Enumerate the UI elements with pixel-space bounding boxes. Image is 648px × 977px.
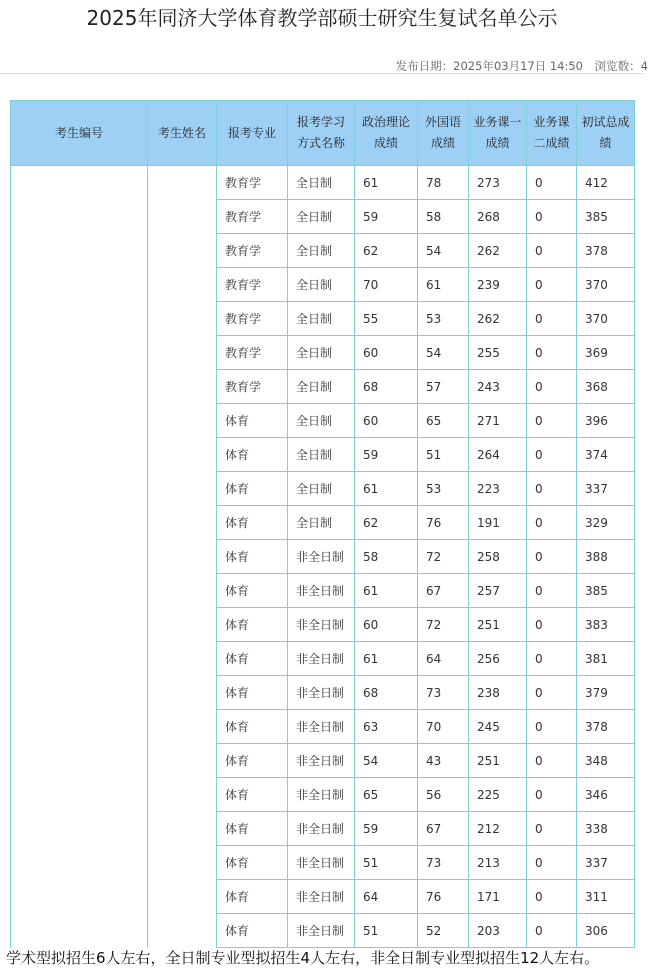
table-cell: 59: [355, 812, 418, 846]
table-cell: [148, 778, 217, 812]
table-cell: [148, 438, 217, 472]
table-cell: [148, 914, 217, 948]
table-cell: 346: [577, 778, 635, 812]
table-cell: 329: [577, 506, 635, 540]
table-body: [11, 166, 635, 948]
table-cell: 体育: [217, 540, 288, 574]
table-cell: [11, 846, 148, 880]
table-cell: 379: [577, 676, 635, 710]
table-cell: 374: [577, 438, 635, 472]
table-cell: 0: [527, 302, 577, 336]
table-row: [11, 880, 635, 914]
table-cell: [148, 336, 217, 370]
table-cell: [11, 880, 148, 914]
table-cell: 54: [355, 744, 418, 778]
table-cell: 396: [577, 404, 635, 438]
article-meta: [388, 58, 648, 74]
table-cell: 0: [527, 540, 577, 574]
table-cell: 全日制: [288, 234, 355, 268]
table-row: [11, 710, 635, 744]
table-cell: 0: [527, 676, 577, 710]
table-cell: 非全日制: [288, 914, 355, 948]
table-cell: 381: [577, 642, 635, 676]
views-count: 4: [640, 59, 648, 73]
table-cell: [148, 200, 217, 234]
table-cell: [11, 914, 148, 948]
table-cell: [148, 506, 217, 540]
table-cell: [148, 744, 217, 778]
table-cell: 非全日制: [288, 540, 355, 574]
table-row: [11, 506, 635, 540]
table-row: [11, 642, 635, 676]
table-row: [11, 234, 635, 268]
table-cell: 体育: [217, 778, 288, 812]
table-cell: [148, 370, 217, 404]
table-cell: 239: [469, 268, 527, 302]
table-cell: 255: [469, 336, 527, 370]
table-cell: 306: [577, 914, 635, 948]
table-cell: [148, 812, 217, 846]
table-cell: 369: [577, 336, 635, 370]
table-cell: 全日制: [288, 404, 355, 438]
column-header: 报考学习方式名称: [288, 101, 355, 166]
table-cell: [148, 880, 217, 914]
publish-date-label: 发布日期：: [395, 59, 454, 73]
table-row: [11, 302, 635, 336]
table-cell: 385: [577, 200, 635, 234]
table-row: [11, 574, 635, 608]
table-cell: 70: [355, 268, 418, 302]
table-cell: 非全日制: [288, 846, 355, 880]
table-cell: 体育: [217, 744, 288, 778]
table-cell: [11, 234, 148, 268]
table-cell: 191: [469, 506, 527, 540]
table-cell: 271: [469, 404, 527, 438]
table-cell: 68: [355, 676, 418, 710]
column-header: 考生编号: [11, 101, 148, 166]
table-cell: 383: [577, 608, 635, 642]
table-cell: 0: [527, 812, 577, 846]
table-cell: 370: [577, 302, 635, 336]
table-cell: 全日制: [288, 438, 355, 472]
table-cell: 体育: [217, 914, 288, 948]
table-cell: [11, 710, 148, 744]
table-cell: 337: [577, 472, 635, 506]
table-cell: 64: [355, 880, 418, 914]
table-cell: 非全日制: [288, 812, 355, 846]
table-cell: 体育: [217, 812, 288, 846]
table-cell: 体育: [217, 608, 288, 642]
table-cell: 54: [418, 336, 469, 370]
table-cell: 73: [418, 676, 469, 710]
publish-date: 2025年03月17日 14:50: [453, 59, 584, 73]
table-cell: 0: [527, 642, 577, 676]
table-cell: [11, 404, 148, 438]
table-cell: 348: [577, 744, 635, 778]
table-cell: [148, 574, 217, 608]
table-cell: 337: [577, 846, 635, 880]
column-header: 政治理论成绩: [355, 101, 418, 166]
table-cell: 全日制: [288, 370, 355, 404]
column-header: 业务课二成绩: [527, 101, 577, 166]
table-cell: 61: [355, 166, 418, 200]
table-cell: 教育学: [217, 234, 288, 268]
table-cell: 非全日制: [288, 676, 355, 710]
table-cell: 264: [469, 438, 527, 472]
table-cell: [148, 676, 217, 710]
table-cell: 338: [577, 812, 635, 846]
table-header-row: [11, 101, 635, 166]
table-cell: 教育学: [217, 166, 288, 200]
table-cell: [148, 642, 217, 676]
table-cell: 0: [527, 914, 577, 948]
table-cell: 0: [527, 574, 577, 608]
table-cell: 体育: [217, 642, 288, 676]
table-row: [11, 676, 635, 710]
table-cell: 60: [355, 336, 418, 370]
column-header: 业务课一成绩: [469, 101, 527, 166]
table-cell: 0: [527, 846, 577, 880]
table-cell: 全日制: [288, 336, 355, 370]
table-row: [11, 540, 635, 574]
table-cell: 62: [355, 234, 418, 268]
table-cell: 0: [527, 234, 577, 268]
table-cell: 61: [355, 574, 418, 608]
table-row: [11, 336, 635, 370]
table-cell: [11, 438, 148, 472]
table-cell: 67: [418, 574, 469, 608]
table-row: [11, 472, 635, 506]
table-cell: 257: [469, 574, 527, 608]
table-cell: [11, 676, 148, 710]
table-cell: 385: [577, 574, 635, 608]
table-cell: 171: [469, 880, 527, 914]
table-cell: [148, 608, 217, 642]
table-cell: 203: [469, 914, 527, 948]
page-title: 2025年同济大学体育教学部硕士研究生复试名单公示: [86, 6, 558, 30]
table-cell: [148, 268, 217, 302]
table-cell: [11, 268, 148, 302]
table-cell: 61: [355, 472, 418, 506]
column-header: 考生姓名: [148, 101, 217, 166]
table-cell: 43: [418, 744, 469, 778]
table-cell: 64: [418, 642, 469, 676]
table-cell: 256: [469, 642, 527, 676]
table-cell: [11, 574, 148, 608]
table-cell: 59: [355, 200, 418, 234]
table-cell: [11, 370, 148, 404]
table-cell: 全日制: [288, 472, 355, 506]
table-cell: [148, 472, 217, 506]
table-cell: 非全日制: [288, 710, 355, 744]
table-cell: 56: [418, 778, 469, 812]
table-cell: 教育学: [217, 200, 288, 234]
table-row: [11, 166, 635, 200]
table-cell: 非全日制: [288, 880, 355, 914]
table-cell: 0: [527, 608, 577, 642]
table-cell: 238: [469, 676, 527, 710]
table-cell: 非全日制: [288, 608, 355, 642]
table-cell: 0: [527, 744, 577, 778]
table-cell: 59: [355, 438, 418, 472]
table-cell: 0: [527, 506, 577, 540]
table-cell: 教育学: [217, 268, 288, 302]
table-cell: 73: [418, 846, 469, 880]
table-row: [11, 608, 635, 642]
table-cell: 311: [577, 880, 635, 914]
table-cell: 251: [469, 608, 527, 642]
table-cell: 全日制: [288, 302, 355, 336]
table-cell: 0: [527, 200, 577, 234]
table-cell: [148, 404, 217, 438]
table-cell: 213: [469, 846, 527, 880]
table-cell: 262: [469, 302, 527, 336]
table-cell: 378: [577, 710, 635, 744]
table-cell: 223: [469, 472, 527, 506]
table-cell: 76: [418, 880, 469, 914]
table-cell: 68: [355, 370, 418, 404]
table-row: [11, 438, 635, 472]
table-cell: 53: [418, 472, 469, 506]
table-cell: [11, 336, 148, 370]
table-cell: 非全日制: [288, 574, 355, 608]
table-row: [11, 914, 635, 948]
table-cell: 0: [527, 404, 577, 438]
table-cell: 65: [355, 778, 418, 812]
table-cell: 体育: [217, 472, 288, 506]
table-cell: 62: [355, 506, 418, 540]
table-row: [11, 812, 635, 846]
table-cell: 51: [355, 846, 418, 880]
table-row: [11, 370, 635, 404]
table-cell: 225: [469, 778, 527, 812]
table-cell: 52: [418, 914, 469, 948]
table-cell: 273: [469, 166, 527, 200]
table-cell: [11, 642, 148, 676]
table-cell: 67: [418, 812, 469, 846]
table-cell: [11, 744, 148, 778]
table-cell: 非全日制: [288, 778, 355, 812]
table-cell: 全日制: [288, 506, 355, 540]
table-cell: 60: [355, 404, 418, 438]
table-cell: 388: [577, 540, 635, 574]
table-cell: [11, 200, 148, 234]
table-cell: 60: [355, 608, 418, 642]
table-cell: 0: [527, 710, 577, 744]
column-header: 初试总成绩: [577, 101, 635, 166]
table-cell: 65: [418, 404, 469, 438]
table-cell: 54: [418, 234, 469, 268]
table-cell: 378: [577, 234, 635, 268]
table-cell: 0: [527, 472, 577, 506]
table-cell: 57: [418, 370, 469, 404]
table-cell: 72: [418, 608, 469, 642]
table-cell: 全日制: [288, 200, 355, 234]
table-cell: 245: [469, 710, 527, 744]
table-cell: 0: [527, 438, 577, 472]
table-cell: 412: [577, 166, 635, 200]
table-cell: 262: [469, 234, 527, 268]
table-cell: [11, 608, 148, 642]
table-cell: 61: [418, 268, 469, 302]
column-header: 报考专业: [217, 101, 288, 166]
table-cell: 76: [418, 506, 469, 540]
table-cell: 268: [469, 200, 527, 234]
table-cell: 全日制: [288, 268, 355, 302]
views-label: 浏览数：: [594, 59, 641, 73]
table-cell: 72: [418, 540, 469, 574]
table-cell: 非全日制: [288, 642, 355, 676]
table-cell: 0: [527, 778, 577, 812]
table-cell: 0: [527, 336, 577, 370]
table-cell: [11, 472, 148, 506]
table-cell: 体育: [217, 676, 288, 710]
table-row: [11, 404, 635, 438]
table-cell: 251: [469, 744, 527, 778]
table-cell: [148, 710, 217, 744]
table-cell: 51: [418, 438, 469, 472]
table-cell: 58: [355, 540, 418, 574]
table-row: [11, 846, 635, 880]
table-cell: 教育学: [217, 336, 288, 370]
table-cell: 体育: [217, 404, 288, 438]
table-cell: 体育: [217, 506, 288, 540]
table-cell: 全日制: [288, 166, 355, 200]
table-cell: 51: [355, 914, 418, 948]
table-cell: 0: [527, 370, 577, 404]
table-cell: [148, 540, 217, 574]
table-cell: [11, 778, 148, 812]
table-cell: 61: [355, 642, 418, 676]
table-cell: 243: [469, 370, 527, 404]
table-cell: 0: [527, 166, 577, 200]
table-cell: 55: [355, 302, 418, 336]
table-cell: 体育: [217, 574, 288, 608]
table-cell: 53: [418, 302, 469, 336]
table-cell: 78: [418, 166, 469, 200]
table-row: [11, 778, 635, 812]
table-cell: 体育: [217, 710, 288, 744]
table-cell: [148, 234, 217, 268]
table-cell: [11, 302, 148, 336]
table-cell: 370: [577, 268, 635, 302]
table-cell: [148, 166, 217, 200]
divider: [0, 73, 644, 74]
table-cell: [11, 166, 148, 200]
table-cell: 70: [418, 710, 469, 744]
table-cell: 63: [355, 710, 418, 744]
table-cell: [11, 812, 148, 846]
table-cell: [11, 506, 148, 540]
table-cell: 教育学: [217, 370, 288, 404]
table-row: [11, 744, 635, 778]
table-cell: 体育: [217, 880, 288, 914]
table-cell: 58: [418, 200, 469, 234]
table-cell: [11, 540, 148, 574]
table-row: [11, 200, 635, 234]
table-row: [11, 268, 635, 302]
table-cell: 体育: [217, 846, 288, 880]
column-header: 外国语成绩: [418, 101, 469, 166]
table-cell: 非全日制: [288, 744, 355, 778]
candidate-table: [10, 100, 635, 948]
table-cell: 0: [527, 880, 577, 914]
table-cell: 教育学: [217, 302, 288, 336]
table-cell: 258: [469, 540, 527, 574]
table-cell: 体育: [217, 438, 288, 472]
table-cell: 368: [577, 370, 635, 404]
table-cell: 212: [469, 812, 527, 846]
table-cell: [148, 846, 217, 880]
table-cell: [148, 302, 217, 336]
table-cell: 0: [527, 268, 577, 302]
enrollment-note: 学术型拟招生6人左右，全日制专业型拟招生4人左右，非全日制专业型拟招生12人左右。: [6, 949, 600, 967]
